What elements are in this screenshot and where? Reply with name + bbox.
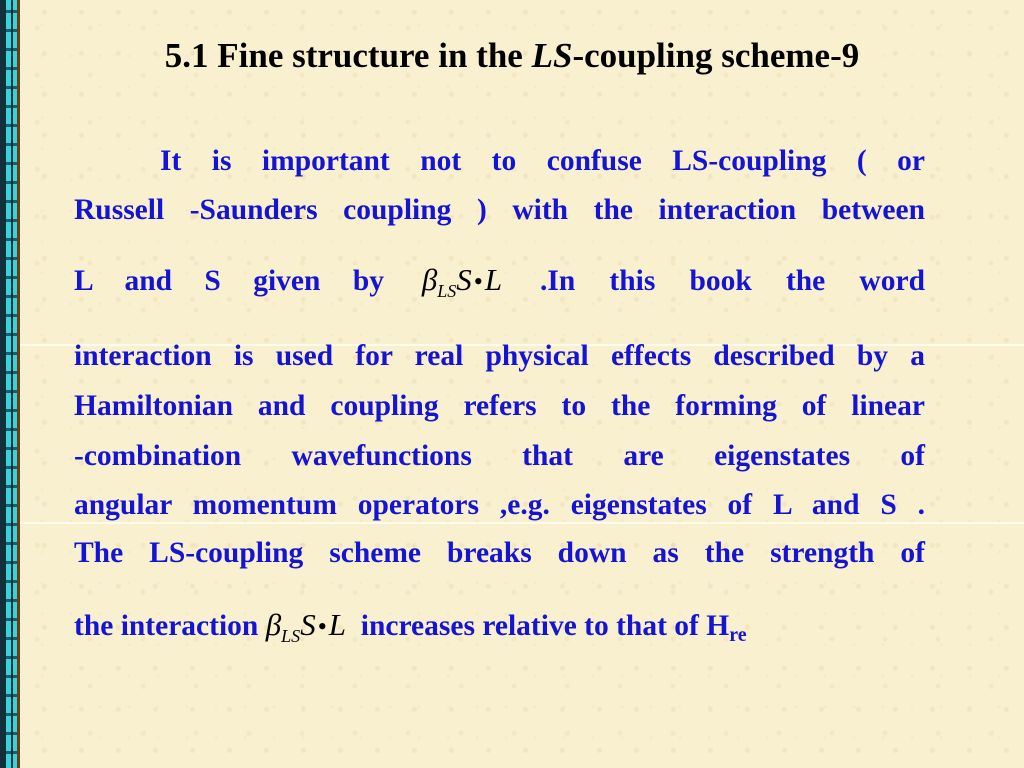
formula-dot: • — [473, 267, 483, 296]
formula-subscript: LS — [281, 626, 301, 647]
text-segment: the interaction — [74, 610, 259, 642]
text-segment: increases relative to that of H — [360, 610, 730, 642]
formula-dot: • — [317, 612, 327, 641]
formula-beta: β — [265, 607, 282, 642]
title-prefix: 5.1 Fine structure in the — [164, 36, 532, 75]
title-suffix: -coupling scheme-9 — [572, 36, 860, 75]
title-emphasis: LS — [531, 36, 573, 75]
text-line: interaction is used for real physical effects described by a — [74, 340, 925, 372]
text-line-with-formula — [74, 607, 747, 647]
text-line: Hamiltonian and coupling refers to the forming of linear — [74, 390, 925, 422]
slide-title — [0, 36, 1024, 76]
spin-orbit-formula — [265, 607, 347, 647]
formula-beta: β — [421, 262, 438, 297]
text-segment-words: L and S given by — [74, 265, 384, 297]
decorative-border — [0, 0, 20, 768]
text-line-with-formula — [74, 262, 925, 302]
hamiltonian-subscript: re — [729, 624, 747, 646]
text-segment: .In this book the word — [539, 265, 925, 297]
formula-l: L — [328, 607, 347, 642]
formula-subscript: LS — [437, 281, 457, 302]
text-line: Russell -Saunders coupling ) with the interaction between — [74, 194, 925, 226]
text-segment — [74, 265, 384, 298]
formula-s: S — [456, 262, 472, 297]
formula-l: L — [484, 262, 503, 297]
text-line: -combination wavefunctions that are eigenstates of — [74, 440, 925, 472]
formula-s: S — [300, 607, 316, 642]
text-line: angular momentum operators ,e.g. eigenstates of L and S . — [74, 489, 925, 521]
text-line: The LS-coupling scheme breaks down as the strength of — [74, 537, 925, 569]
spin-orbit-formula — [422, 262, 502, 302]
text-line: It is important not to confuse LS-coupling ( or — [160, 145, 925, 177]
